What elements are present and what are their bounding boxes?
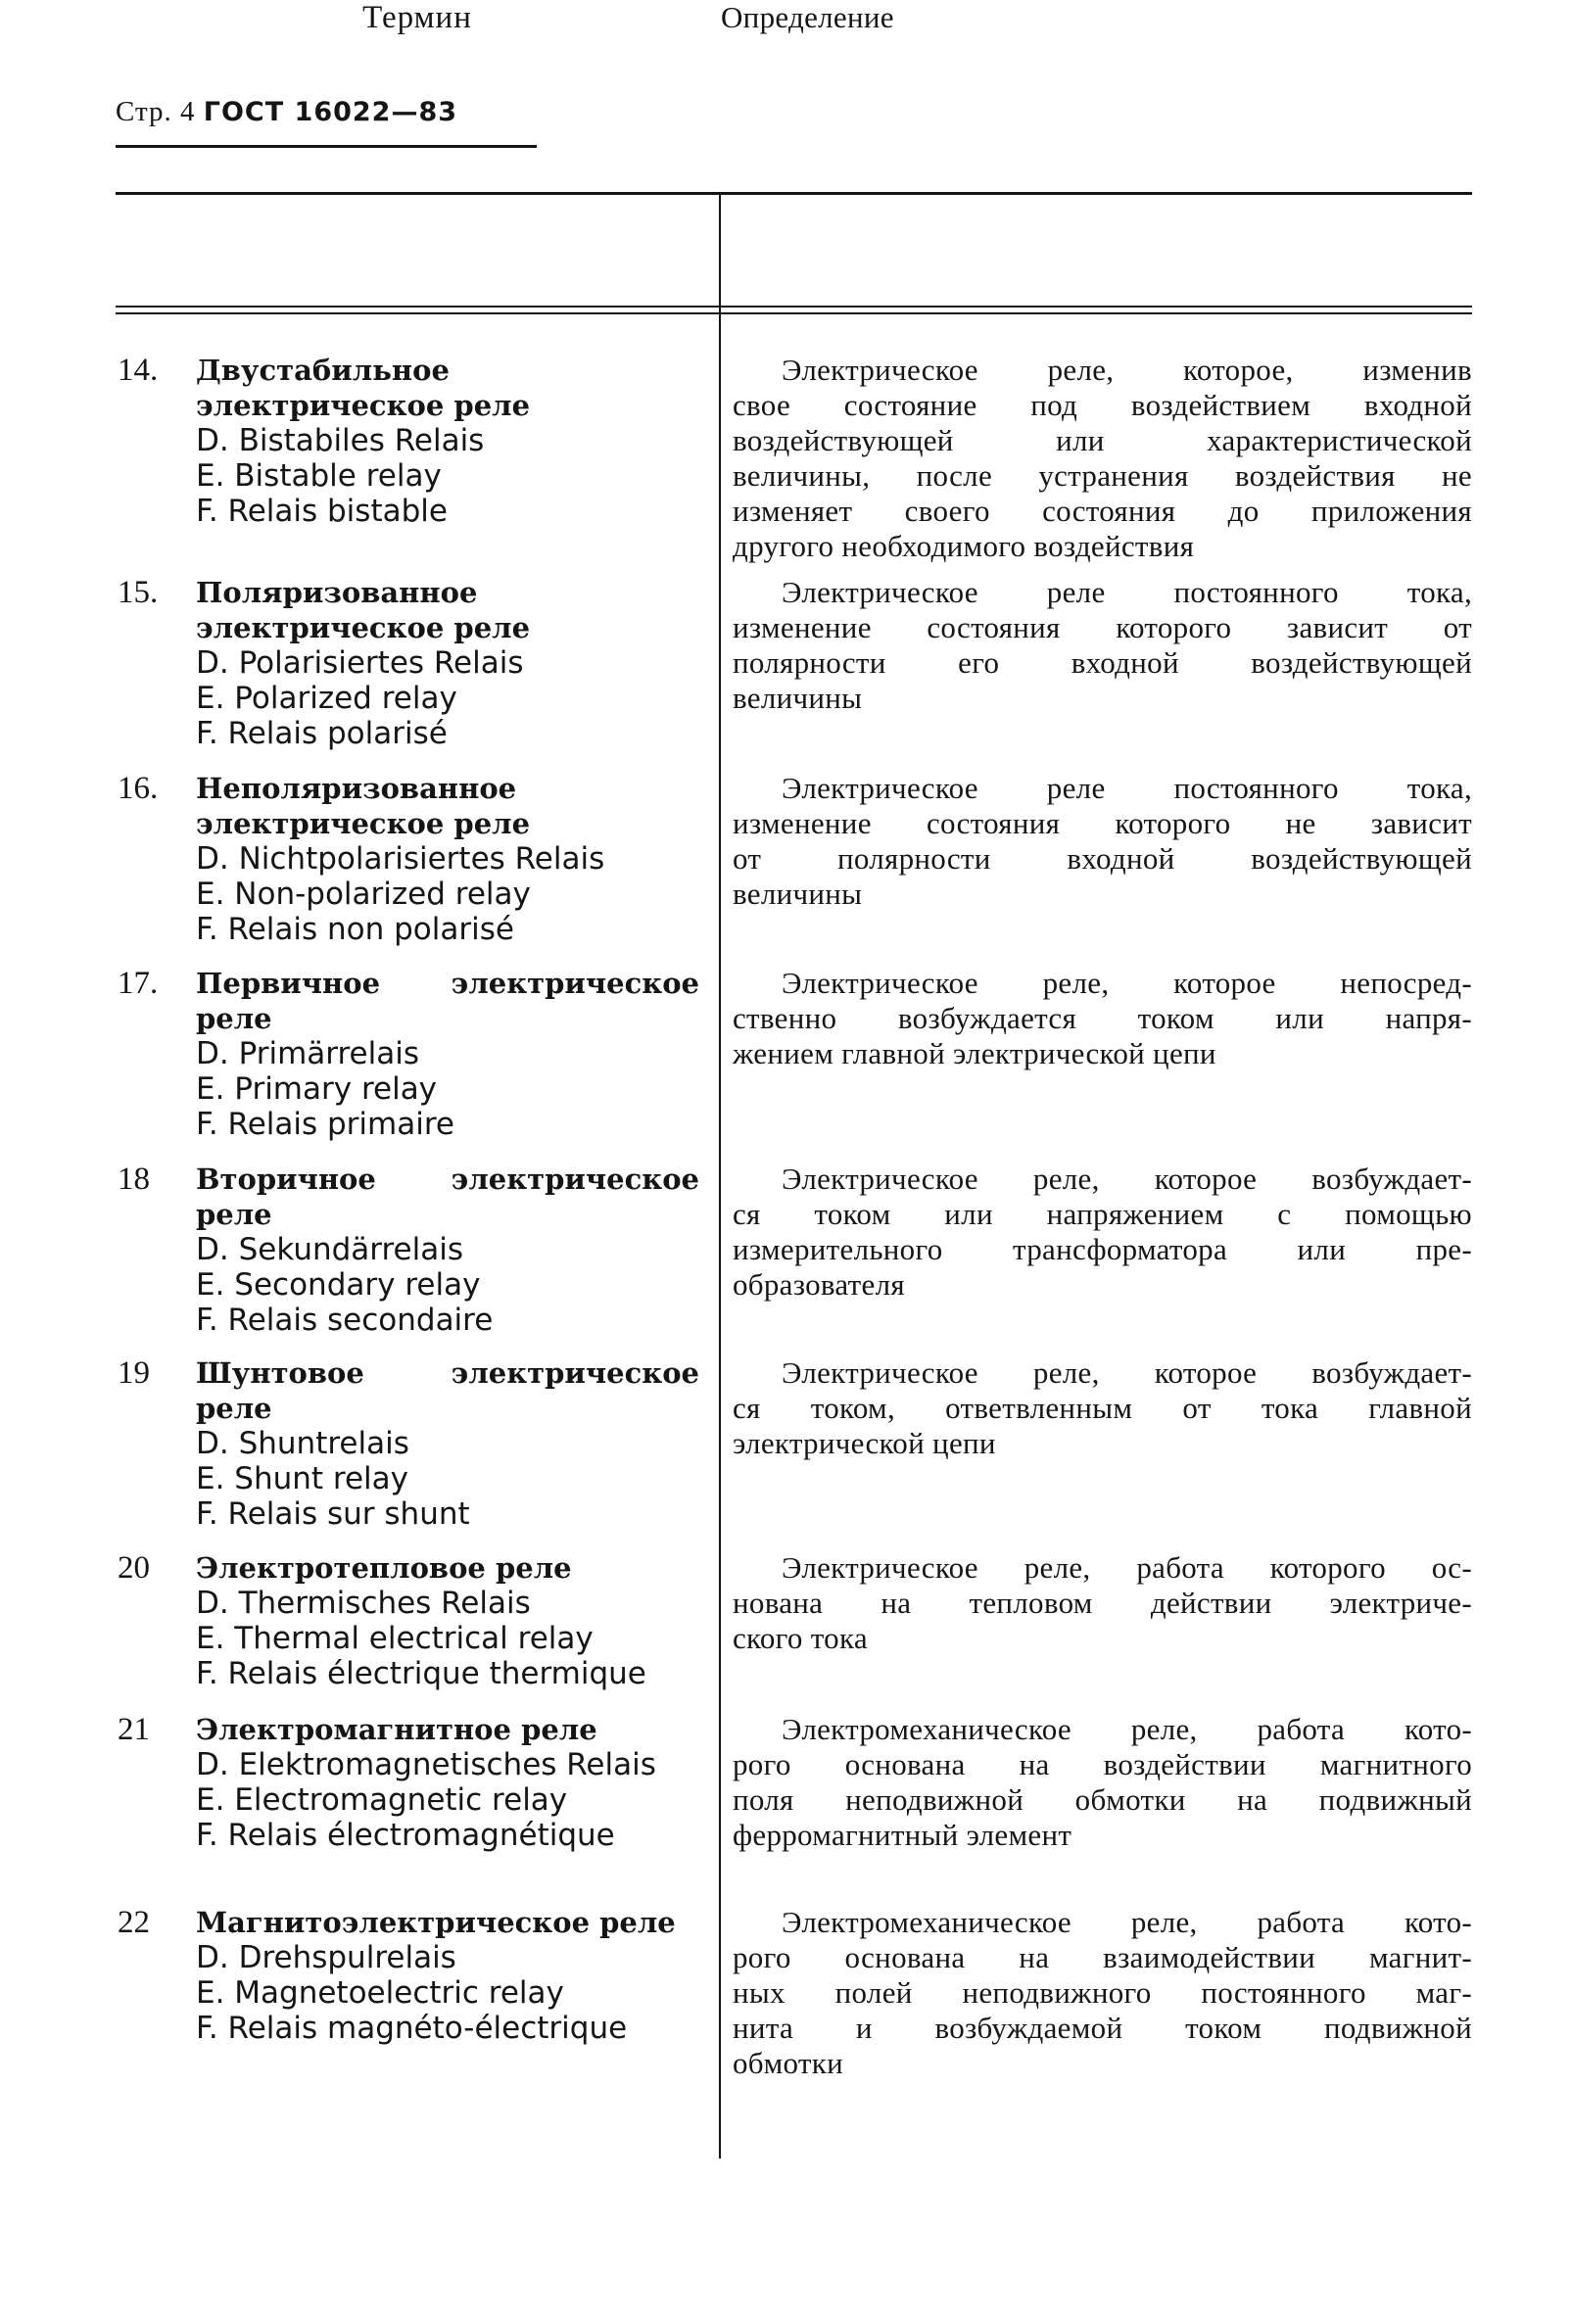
term-translation-f: F. Relais électrique thermique <box>196 1656 646 1691</box>
term-translation-f: F. Relais primaire <box>196 1107 454 1142</box>
definition-line: воздействующей или характеристической <box>733 423 1472 457</box>
term-number: 14. <box>118 353 159 388</box>
term-number: 17. <box>118 966 159 1001</box>
page-number: Стр. 4 <box>116 96 196 127</box>
definition-line: рого основана на взаимодействии магнит- <box>733 1940 1472 1974</box>
term-translation-e: E. Polarized relay <box>196 681 457 716</box>
definition-line: ся током или напряжением с помощью <box>733 1197 1472 1231</box>
term-cell <box>116 1355 699 1532</box>
definition-line: Электрическое реле, которое, изменив <box>782 353 1472 387</box>
term-translation-d: D. Polarisiertes Relais <box>196 645 524 681</box>
term-translation-d: D. Bistabiles Relais <box>196 423 485 458</box>
term-translation-d: D. Nichtpolarisiertes Relais <box>196 841 605 877</box>
definition-line: обмотки <box>733 2046 843 2080</box>
definition-cell <box>733 575 1472 716</box>
definition-line: нита и возбуждаемой током подвижной <box>733 2011 1472 2045</box>
definition-line: ных полей неподвижного постоянного маг- <box>733 1975 1472 2010</box>
definition-line: ся током, ответвленным от тока главной <box>733 1391 1472 1425</box>
term-name: Первичное электрическое реле <box>196 967 699 1035</box>
table-header-rule-double <box>116 312 1472 314</box>
definition-line: нована на тепловом действии электриче- <box>733 1586 1472 1620</box>
term-number: 19 <box>118 1355 150 1391</box>
header-underline <box>116 145 537 148</box>
term-translation-e: E. Non-polarized relay <box>196 877 531 912</box>
term-name: Шунтовое электрическое реле <box>196 1356 699 1425</box>
definition-line: величины <box>733 877 863 911</box>
term-cell <box>116 1550 699 1691</box>
standard-designation: ГОСТ 16022—83 <box>203 97 458 127</box>
term-name: Неполяризованное электрическое реле <box>196 772 531 840</box>
definition-line: Электромеханическое реле, работа кото- <box>782 1905 1472 1939</box>
term-cell <box>116 771 699 947</box>
column-header-definition: Определение <box>721 0 894 34</box>
term-name: Электромагнитное реле <box>196 1713 597 1746</box>
definition-line: поля неподвижной обмотки на подвижный <box>733 1782 1472 1817</box>
term-translation-e: E. Shunt relay <box>196 1461 409 1496</box>
definition-line: ферромагнитный элемент <box>733 1818 1072 1852</box>
term-translation-e: E. Secondary relay <box>196 1267 481 1303</box>
term-cell <box>116 353 699 529</box>
table-top-rule <box>116 192 1472 195</box>
definition-cell <box>733 1712 1472 1853</box>
term-cell <box>116 966 699 1142</box>
term-number: 21 <box>118 1712 150 1747</box>
term-cell <box>116 1905 699 2046</box>
definition-line: ственно возбуждается током или напря- <box>733 1001 1472 1035</box>
term-translation-e: E. Electromagnetic relay <box>196 1782 568 1818</box>
term-cell <box>116 1162 699 1338</box>
term-cell <box>116 575 699 751</box>
term-translation-d: D. Drehspulrelais <box>196 1940 456 1975</box>
definition-line: ского тока <box>733 1621 868 1655</box>
term-number: 20 <box>118 1550 150 1586</box>
definition-line: Электрическое реле постоянного тока, <box>782 771 1472 805</box>
term-translation-f: F. Relais polarisé <box>196 716 448 751</box>
definition-cell <box>733 1355 1472 1461</box>
definition-line: жением главной электрической цепи <box>733 1036 1216 1070</box>
term-translation-f: F. Relais sur shunt <box>196 1496 470 1532</box>
term-name: Вторичное электрическое реле <box>196 1162 699 1231</box>
definition-line: величины <box>733 681 863 715</box>
term-translation-f: F. Relais non polarisé <box>196 912 514 947</box>
term-translation-f: F. Relais bistable <box>196 494 448 529</box>
term-translation-f: F. Relais magnéto-électrique <box>196 2011 628 2046</box>
term-translation-e: E. Primary relay <box>196 1071 438 1107</box>
definition-line: величины, после устранения воздействия не <box>733 458 1472 493</box>
term-translation-e: E. Bistable relay <box>196 458 442 494</box>
definition-line: образователя <box>733 1267 905 1302</box>
term-number: 22 <box>118 1905 150 1940</box>
definition-cell <box>733 1905 1472 2081</box>
definition-line: Электрическое реле, работа которого ос- <box>782 1550 1472 1585</box>
definition-line: полярности его входной воздействующей <box>733 645 1472 680</box>
term-name: Магнитоэлектрическое реле <box>196 1906 676 1939</box>
definition-cell <box>733 1162 1472 1303</box>
definition-cell <box>733 353 1472 564</box>
page-header <box>116 96 457 128</box>
definition-line: другого необходимого воздействия <box>733 529 1195 563</box>
term-name: Электротепловое реле <box>196 1551 572 1585</box>
definition-line: Электрическое реле, которое непосред- <box>782 966 1472 1000</box>
definition-line: изменяет своего состояния до приложения <box>733 494 1472 528</box>
term-translation-f: F. Relais secondaire <box>196 1303 494 1338</box>
term-translation-d: D. Thermisches Relais <box>196 1586 531 1621</box>
term-translation-d: D. Sekundärrelais <box>196 1232 464 1267</box>
definition-line: Электрическое реле, которое возбуждает- <box>782 1355 1472 1390</box>
term-translation-d: D. Primärrelais <box>196 1036 419 1071</box>
definition-cell <box>733 771 1472 912</box>
term-number: 18 <box>118 1162 150 1197</box>
definition-line: Электрическое реле постоянного тока, <box>782 575 1472 609</box>
definition-cell <box>733 1550 1472 1656</box>
term-number: 16. <box>118 771 159 806</box>
term-number: 15. <box>118 575 159 610</box>
term-name: Поляризованное электрическое реле <box>196 576 531 644</box>
definition-line: рого основана на воздействии магнитного <box>733 1747 1472 1781</box>
term-translation-d: D. Elektromagnetisches Relais <box>196 1747 656 1782</box>
definition-cell <box>733 966 1472 1071</box>
term-translation-f: F. Relais électromagnétique <box>196 1818 615 1853</box>
term-translation-e: E. Thermal electrical relay <box>196 1621 594 1656</box>
definition-line: электрической цепи <box>733 1426 996 1460</box>
term-cell <box>116 1712 699 1853</box>
column-header-term: Термин <box>362 0 472 35</box>
column-separator <box>719 194 721 2158</box>
definition-line: измерительного трансформатора или пре- <box>733 1232 1472 1266</box>
definition-line: Электрическое реле, которое возбуждает- <box>782 1162 1472 1196</box>
definition-line: свое состояние под воздействием входной <box>733 388 1472 422</box>
term-translation-e: E. Magnetoelectric relay <box>196 1975 564 2011</box>
term-translation-d: D. Shuntrelais <box>196 1426 409 1461</box>
definition-line: изменение состояния которого зависит от <box>733 610 1472 644</box>
definition-line: изменение состояния которого не зависит <box>733 806 1472 840</box>
term-name: Двустабильное электрическое реле <box>196 354 531 422</box>
definition-line: от полярности входной воздействующей <box>733 841 1472 876</box>
definition-line: Электромеханическое реле, работа кото- <box>782 1712 1472 1746</box>
table-header-rule <box>116 306 1472 308</box>
